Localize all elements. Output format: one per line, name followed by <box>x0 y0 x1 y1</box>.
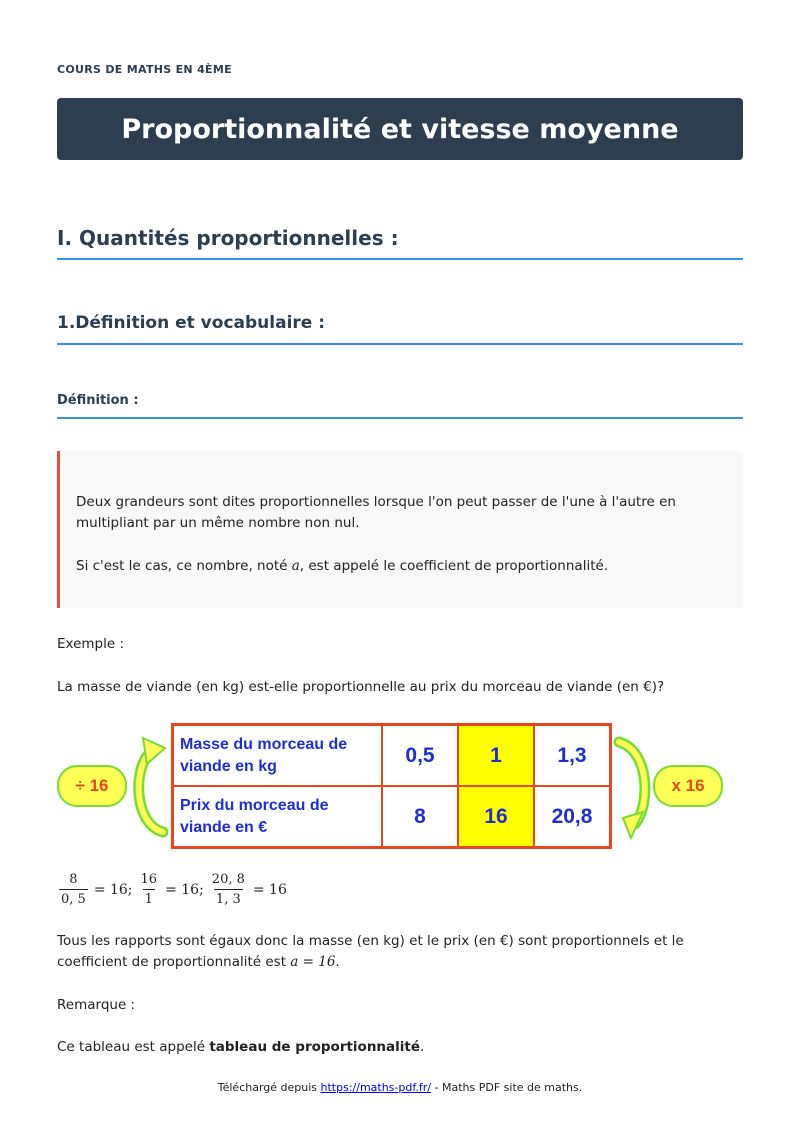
definition-text-before: Si c'est le cas, ce nombre, noté <box>76 558 292 574</box>
footer-text-after: - Maths PDF site de maths. <box>431 1081 583 1094</box>
section-heading-2: 1.Définition et vocabulaire : <box>57 313 743 345</box>
denominator: 0, 5 <box>59 889 88 907</box>
remark-after: . <box>420 1039 425 1055</box>
remark-label: Remarque : <box>57 997 136 1013</box>
section-heading-1: I. Quantités proportionnelles : <box>57 226 743 260</box>
numerator: 8 <box>69 872 78 887</box>
coefficient-formula: a = 16 <box>290 954 336 970</box>
definition-coefficient-text <box>76 556 736 577</box>
row2-label: Prix du morceau de viande en € <box>173 786 383 848</box>
equals-value: = 16; <box>93 881 133 898</box>
definition-box <box>57 451 743 608</box>
remark-bold-term: tableau de proportionnalité <box>209 1039 421 1055</box>
equals-value: = 16 <box>252 881 287 898</box>
definition-text-after: , est appelé le coefficient de proportionnalité. <box>299 558 609 574</box>
table-cell-highlighted: 1 <box>458 725 534 787</box>
definition-text: Deux grandeurs sont dites proportionnelles lorsque l'on peut passer de l'une à l'autre en multipliant par un même nombre non nul. <box>76 494 676 531</box>
coefficient-variable: a <box>291 558 300 574</box>
proportionality-figure <box>57 718 743 858</box>
divide-badge: ÷ 16 <box>57 765 127 807</box>
fraction <box>210 872 247 907</box>
example-question: La masse de viande (en kg) est-elle proportionnelle au prix du morceau de viande (en €)? <box>57 679 665 695</box>
remark-before: Ce tableau est appelé <box>57 1039 210 1055</box>
footer-text: Téléchargé depuis <box>217 1081 321 1094</box>
row1-label: Masse du morceau de viande en kg <box>173 725 383 787</box>
course-label: COURS DE MATHS EN 4ÈME <box>57 63 232 76</box>
numerator: 20, 8 <box>211 872 245 887</box>
table-row <box>173 725 611 787</box>
down-arrow-icon <box>611 732 655 844</box>
footer-link[interactable]: https://maths-pdf.fr/ <box>320 1081 432 1094</box>
conclusion-before: Tous les rapports sont égaux donc la masse (en kg) et le prix (en €) sont proportionnels et le coefficient de proportionnalité est <box>57 933 684 970</box>
equals-value: = 16; <box>165 881 204 898</box>
table-cell: 8 <box>382 786 458 848</box>
denominator: 1 <box>143 889 155 907</box>
conclusion-after: . <box>335 954 340 970</box>
table-cell: 1,3 <box>534 725 611 787</box>
section-heading-3: Définition : <box>57 393 743 419</box>
table-cell: 20,8 <box>534 786 611 848</box>
conclusion-text <box>57 931 743 973</box>
fraction <box>59 872 88 907</box>
numerator: 16 <box>140 872 158 887</box>
denominator: 1, 3 <box>214 889 243 907</box>
up-arrow-icon <box>129 732 173 844</box>
page-title: Proportionnalité et vitesse moyenne <box>57 98 743 160</box>
multiply-badge: x 16 <box>653 765 723 807</box>
table-cell: 0,5 <box>382 725 458 787</box>
ratio-calculation <box>57 872 291 907</box>
table-row <box>173 786 611 848</box>
remark-text <box>57 1037 743 1058</box>
proportionality-table <box>171 723 612 849</box>
table-cell-highlighted: 16 <box>458 786 534 848</box>
example-label: Exemple : <box>57 636 125 652</box>
footer <box>0 1081 800 1094</box>
fraction <box>139 872 160 907</box>
